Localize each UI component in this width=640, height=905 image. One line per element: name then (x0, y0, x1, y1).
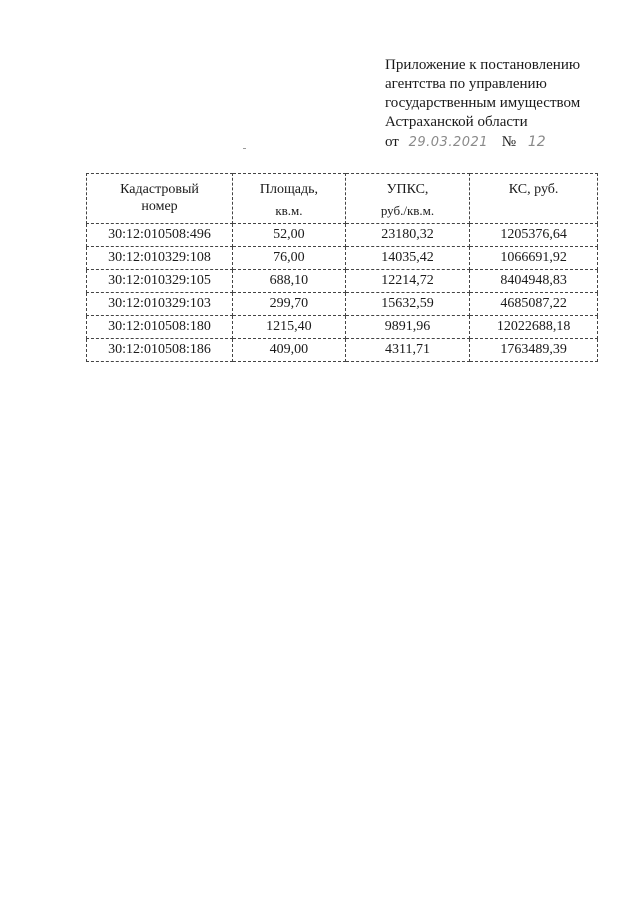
header-cadastral-number: Кадастровый номер (87, 174, 233, 224)
header-line-2: агентства по управлению (385, 76, 547, 92)
cell-area: 688,10 (233, 270, 346, 293)
date-number-line (385, 133, 625, 152)
cell-area: 409,00 (233, 339, 346, 362)
header-area: Площадь, кв.м. (233, 174, 346, 224)
cell-ks: 4685087,22 (470, 293, 598, 316)
table-row (87, 293, 598, 316)
cell-ks: 8404948,83 (470, 270, 598, 293)
cell-cadastral-number: 30:12:010508:186 (87, 339, 233, 362)
cell-upks: 15632,59 (345, 293, 469, 316)
header-line-3: государственным имуществом (385, 95, 581, 111)
cell-ks: 1205376,64 (470, 224, 598, 247)
header-line-1: Приложение к постановлению (385, 57, 581, 73)
cell-area: 299,70 (233, 293, 346, 316)
cadastral-table (86, 173, 598, 362)
cell-upks: 23180,32 (345, 224, 469, 247)
number-label: № (501, 134, 517, 150)
cell-ks: 1763489,39 (470, 339, 598, 362)
cell-cadastral-number: 30:12:010329:103 (87, 293, 233, 316)
cell-ks: 1066691,92 (470, 247, 598, 270)
date-prefix: от (385, 134, 399, 150)
cell-area: 76,00 (233, 247, 346, 270)
cell-upks: 12214,72 (345, 270, 469, 293)
cell-cadastral-number: 30:12:010329:105 (87, 270, 233, 293)
cell-cadastral-number: 30:12:010508:180 (87, 316, 233, 339)
cell-upks: 4311,71 (345, 339, 469, 362)
cell-upks: 9891,96 (345, 316, 469, 339)
cell-upks: 14035,42 (345, 247, 469, 270)
table-row (87, 224, 598, 247)
cell-cadastral-number: 30:12:010329:108 (87, 247, 233, 270)
scan-speck (243, 148, 246, 149)
appendix-header (385, 56, 625, 152)
handwritten-number: 12 (527, 134, 546, 150)
header-ks: КС, руб. (470, 174, 598, 224)
cell-area: 1215,40 (233, 316, 346, 339)
header-line-4: Астраханской области (385, 114, 528, 130)
table-header-row (87, 174, 598, 224)
header-upks: УПКС, руб./кв.м. (345, 174, 469, 224)
table-row (87, 270, 598, 293)
table-row (87, 247, 598, 270)
table-row (87, 316, 598, 339)
cell-ks: 12022688,18 (470, 316, 598, 339)
cell-cadastral-number: 30:12:010508:496 (87, 224, 233, 247)
handwritten-date: 29.03.2021 (408, 135, 489, 150)
cell-area: 52,00 (233, 224, 346, 247)
table-row (87, 339, 598, 362)
